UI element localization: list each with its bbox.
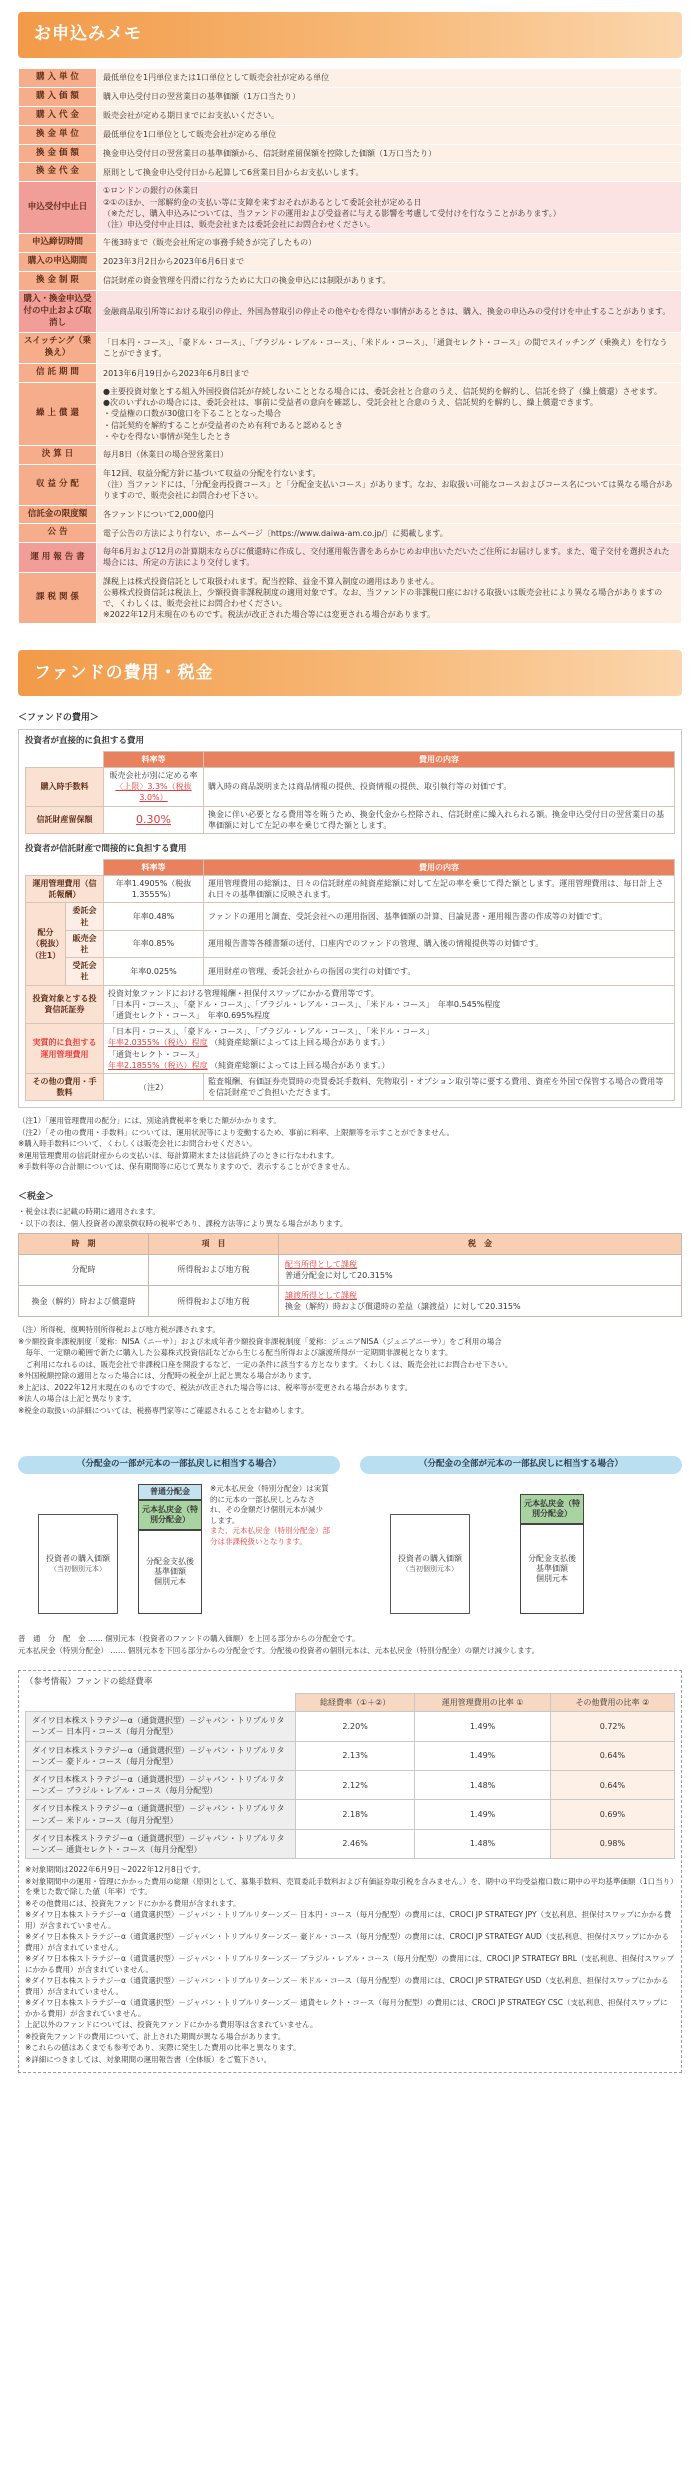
reserve-rate: 0.30% [104,806,204,833]
memo-row [19,572,682,624]
tax-note: ご利用になれるのは、販売会社で非課税口座を開設するなど、一定の条件に該当する方となります。くわしくは、販売会社にお問合わせ下さい。 [18,1359,513,1369]
individual-label: 個別元本 [154,1577,186,1587]
fees-note: ※購入時手数料について、くわしくは販売会社にお問合わせください。 [18,1139,257,1149]
legend-1: 普 通 分 配 金 …… 個別元本（投資者のファンドの購入価額）を上回る部分からの分配金です。 [18,1634,360,1644]
memo-row [19,383,682,446]
memo-value [97,543,682,572]
ref-row [26,1829,675,1858]
memo-key: 換 金 価 額 [19,144,97,163]
actual-content-1: 「日本円・コース」、「豪ドル・コース」、「ブラジル・レアル・コース」、「米ドル・コース」 [108,1027,434,1037]
memo-value [97,505,682,524]
memo-value-line: ●主要投資対象とする組入外国投資信託が存続しないこととなる場合には、委託会社と合意のうえ、信託契約を解約し、信託を終了（繰上償還）させます。 [103,387,662,397]
after-label: 分配金支払後 [528,1553,576,1563]
investor-label: 投資者の購入価額 [46,1554,110,1564]
ref-cell-b: 0.72% [550,1712,674,1741]
memo-row [19,69,682,88]
memo-row [19,464,682,505]
target-content-1: 投資対象ファンドにおける管理報酬・担保付スワップにかかる費用等です。 [108,988,379,998]
memo-value-line: 公募株式投資信託は税法上、少額投資非課税制度の適用対象です。なお、当ファンドの非課税口座における取扱いは販売会社により異なる場合がありますので、くわしくは、販売会社にお問合わせください。 [103,587,663,609]
memo-key: 購 入 価 額 [19,87,97,106]
investor-price-box [390,1514,470,1614]
tax-type: 譲渡所得として課税 [285,1290,357,1300]
legend-2: 元本払戻金（特別分配金） …… 個別元本を下回る部分からの分配金です。分配後の投資者の個別元本は、元本払戻金（特別分配金）の額だけ減少します。 [18,1645,540,1655]
after-div-box [138,1530,202,1614]
memo-key: 申込締切時間 [19,234,97,253]
memo-key: 運 用 報 告 書 [19,543,97,572]
memo-value [97,252,682,271]
memo-key: 購 入 単 位 [19,69,97,88]
tax-intro-2: ・以下の表は、個人投資者の源泉徴収時の税率であり、課税方法等により異なる場合があります。 [18,1218,348,1228]
tax-note: ※外国税額控除の適用となった場合には、分配時の税金が上記と異なる場合があります。 [18,1371,317,1381]
tax-label: ＜税金＞ [18,1191,55,1202]
memo-value-line: 課税上は株式投資信託として取扱われます。配当控除、益金不算入制度の適用はありません。 [103,576,439,586]
ref-note: ※これらの値はあくまでも参考であり、実際に発生した費用の比率と異なります。 [25,2043,301,2053]
memo-key: スイッチング（乗換え） [19,333,97,364]
after-label: 分配金支払後 [146,1556,194,1566]
actual-content-3: （純資産総額によっては上回る場合があります。） [210,1038,390,1048]
after-div-box [520,1524,584,1614]
base-price-label: 基準価額 [536,1564,568,1573]
investor-price-box [38,1514,118,1614]
ref-note: ※投資先ファンドの費用について、計上された期間が異なる場合があります。 [25,2031,286,2041]
memo-value-line: ・やむを得ない事情が発生したとき [103,431,231,441]
memo-value-line: 毎年6月および12月の計算期末ならびに償還時に作成し、交付運用報告書をあらかじめお申出いただいたご住所にお届けします。また、電子交付を選択された場合には、所定の方法により交付します。 [103,547,670,568]
direct-fees-table [25,751,675,834]
memo-value-line: 原則として換金申込受付日から起算して6営業日目からお支払いします。 [103,167,364,177]
ref-note: 上記以外のファンドについては、投資先ファンドにかかる費用等は含まれていません。 [25,2020,318,2030]
ref-cell-t: 2.12% [296,1771,415,1800]
ref-cell-a: 1.49% [415,1712,551,1741]
memo-value-line: ②①のほか、一部解約金の支払い等に支障を来すおそれがあるとして委託会社が定める日 [103,197,422,207]
diagram-note [210,1484,330,1547]
memo-row [19,524,682,543]
diagram-full-title: （分配金の全部が元本の一部払戻しに相当する場合） [360,1456,682,1474]
memo-value [97,234,682,253]
ref-cell-name: ダイワ日本株ストラテジーα（通貨選択型）－ジャパン・トリプルリターンズ－ 米ドル・コース（毎月分配型） [26,1800,296,1829]
ref-box [18,1670,682,2073]
mgmt-label: 運用管理費用（信託報酬） [26,876,104,903]
memo-value [97,383,682,446]
tax-note: 毎年、一定額の範囲で新たに購入した公募株式投資信託などから生じる配当所得および譲渡所得が一定期間非課税となります。 [18,1348,453,1358]
actual-content-2: 年率2.0355%（税込）程度 [108,1038,208,1048]
memo-value [97,125,682,144]
tax-note: ※少額投資非課税制度「愛称：NISA（ニーサ）」および未成年者少額投資非課税制度「愛称：ジュニアNISA（ジュニアニーサ）」をご利用の場合 [18,1336,502,1346]
memo-key: 換 金 代 金 [19,163,97,182]
investor-sub: （当初個別元本） [402,1564,458,1573]
ref-cell-b: 0.98% [550,1829,674,1858]
direct-fees-box [18,729,682,1108]
actual-content-5: 年率2.1855%（税込）程度 [108,1060,208,1070]
memo-value-line: 電子公告の方法により行ない、ホームページ〔https://www.daiwa-am.co.jp/〕に掲載します。 [103,528,448,538]
memo-row [19,333,682,364]
base-price-label: 基準価額 [154,1567,186,1576]
investor-label: 投資者の購入価額 [398,1554,462,1564]
ref-notes [25,1865,675,2065]
ref-note: ※ダイワ日本株ストラテジーα（通貨選択型）－ジャパン・トリプルリターンズ－ 日本円・コース（毎月分配型）の費用には、CROCI JP STRATEGY JPY（支払利息、担保付スワップにかかる費用）が含まれていません。 [25,1910,672,1930]
alloc-content: 運用報告書等各種書類の送付、口座内でのファンドの管理、購入後の情報提供等の対価です。 [204,930,675,957]
memo-value-line: ・信託契約を解約することが受益者のため有利であると認めるとき [103,420,343,430]
memo-row [19,252,682,271]
memo-value-line: （※ただし、購入申込みについては、当ファンドの運用および受益者に与える影響を考慮して受付けを行なうことがあります。） [103,208,561,218]
distribution-diagrams [18,1456,682,1624]
alloc-content: ファンドの運用と調査、受託会社への運用指図、基準価額の計算、目論見書・運用報告書の作成等の対価です。 [204,903,675,930]
memo-row [19,290,682,333]
refund-box [138,1500,202,1530]
col-rate-2: 料率等 [104,859,204,875]
ref-header [26,1694,296,1712]
memo-row [19,364,682,383]
memo-row [19,234,682,253]
memo-value-line: 午後3時まで（販売会社所定の事務手続きが完了したもの） [103,238,317,248]
note-2: また、元本払戻金（特別分配金）部分は非課税扱いとなります。 [210,1526,330,1546]
memo-value [97,87,682,106]
tax-rate: 普通分配金に対して20.315% [285,1270,393,1280]
tax-note: ※法人の場合は上記と異なります。 [18,1394,137,1404]
other-rate: （注2） [104,1073,204,1100]
purchase-rate: 販売会社が別に定める率 [109,771,198,781]
memo-value-line: （注）当ファンドには、「分配金再投資コース」と「分配金支払いコース」があります。なお、お取扱い可能なコースおよびコース名については異なる場合がありますので、販売会社にお問合わせ下さい。 [103,480,673,501]
ref-note: ※ダイワ日本株ストラテジーα（通貨選択型）－ジャパン・トリプルリターンズ－ 豪ドル・コース（毎月分配型）の費用には、CROCI JP STRATEGY AUD（支払利息、担保付スワップにかかる費用）が含まれていません。 [25,1932,669,1952]
memo-key: 換 金 制 限 [19,271,97,290]
memo-value [97,69,682,88]
memo-value-line: ・受益権の口数が30億口を下ることとなった場合 [103,409,282,419]
ref-cell-name: ダイワ日本株ストラテジーα（通貨選択型）－ジャパン・トリプルリターンズ－ 豪ドル・コース（毎月分配型） [26,1741,296,1770]
memo-value [97,144,682,163]
ref-cell-a: 1.49% [415,1741,551,1770]
memo-value [97,271,682,290]
other-label: その他の費用・手数料 [26,1073,104,1100]
indirect-fees-table [25,859,675,1101]
alloc-label: 配分（税抜）（注1） [26,903,66,985]
alloc-rate: 年率0.85% [104,930,204,957]
memo-row [19,106,682,125]
memo-row [19,505,682,524]
memo-key: 購入の申込期間 [19,252,97,271]
memo-value-line: 毎月8日（休業日の場合翌営業日） [103,450,229,460]
diagram-partial-title: （分配金の一部が元本の一部払戻しに相当する場合） [18,1456,340,1474]
ref-cell-b: 0.64% [550,1741,674,1770]
memo-value-line: （注）申込受付中止日は、販売会社または委託会社にお問合わせください。 [103,219,375,229]
fees-note: ※運用管理費用の信託財産からの支払いは、毎計算期末または信託終了のときに行なわれます。 [18,1150,339,1160]
reserve-label: 信託財産留保額 [26,806,104,833]
tax-header: 税 金 [279,1234,682,1254]
memo-value-line: 最低単位を1円単位または1口単位として販売会社が定める単位 [103,73,330,83]
other-content: 監査報酬、有価証券売買時の売買委託手数料、先物取引・オプション取引等に要する費用、資産を外国で保管する場合の費用等を信託財産でご負担いただきます。 [204,1073,675,1100]
memo-value-line: 「日本円・コース」、「豪ドル・コース」、「ブラジル・レアル・コース」、「米ドル・コース」、「通貨セレクト・コース」の間でスイッチング（乗換え）を行なうことができます。 [103,338,668,359]
alloc-rate: 年率0.48% [104,903,204,930]
fees-section-label: ＜ファンドの費用＞ [18,713,99,724]
actual-content-4: 「通貨セレクト・コース」 [108,1049,204,1059]
tax-note: （注）所得税、復興特別所得税および地方税が課されます。 [18,1325,220,1335]
memo-row [19,125,682,144]
ref-note: ※ダイワ日本株ストラテジーα（通貨選択型）－ジャパン・トリプルリターンズ－ 米ドル・コース（毎月分配型）の費用には、CROCI JP STRATEGY USD（支払利息、担保付スワップにかかる費用）が含まれていません。 [25,1976,669,1996]
memo-row [19,543,682,572]
ref-cell-name: ダイワ日本株ストラテジーα（通貨選択型）－ジャパン・トリプルリターンズ－ 日本円・コース（毎月分配型） [26,1712,296,1741]
tax-table [18,1233,682,1317]
ref-cell-a: 1.48% [415,1771,551,1800]
tax-header: 時 期 [19,1234,149,1254]
actual-content-6: （純資産総額によっては上回る場合があります。） [210,1060,390,1070]
alloc-who: 委託会社 [66,903,104,930]
memo-value-line: 2013年6月19日から2023年6月8日まで [103,368,250,378]
fees-banner [18,650,682,696]
memo-table [18,68,682,624]
individual-label: 個別元本 [536,1574,568,1584]
ref-header: 総経費率（①＋②） [296,1694,415,1712]
alloc-content: 運用財産の管理、委託会社からの指図の実行の対価です。 [204,958,675,985]
ref-note: ※ダイワ日本株ストラテジーα（通貨選択型）－ジャパン・トリプルリターンズ－ ブラジル・レアル・コース（毎月分配型）の費用には、CROCI JP STRATEGY BRL（支払利息、担保付スワップにかかる費用）が含まれていません。 [25,1954,675,1974]
reserve-content: 換金に伴い必要となる費用等を賄うため、換金代金から控除され、信託財産に繰入れられる額。換金申込受付日の翌営業日の基準価額に対して左記の率を乗じて得た額とします。 [204,806,675,833]
memo-key: 購入・換金申込受付の中止および取消し [19,290,97,333]
mgmt-content: 運用管理費用の総額は、日々の信託財産の純資産総額に対して左記の率を乗じて得た額とします。運用管理費用は、毎日計上され日々の基準価額に反映されます。 [204,876,675,903]
ref-row [26,1741,675,1770]
memo-value [97,163,682,182]
memo-value [97,182,682,234]
ref-cell-t: 2.20% [296,1712,415,1741]
memo-value-line: ①ロンドンの銀行の休業日 [103,186,199,196]
fees-title: ファンドの費用・税金 [34,662,214,683]
alloc-who: 受託会社 [66,958,104,985]
memo-value [97,446,682,465]
ref-cell-b: 0.64% [550,1771,674,1800]
memo-value-line: 最低単位を1口単位として販売会社が定める単位 [103,130,277,140]
ref-title: （参考情報）ファンドの総経費率 [25,1677,153,1688]
memo-title: お申込みメモ [34,24,142,45]
memo-key: 繰 上 償 還 [19,383,97,446]
alloc-rate: 年率0.025% [104,958,204,985]
normal-div-label: 普通分配金 [150,1487,190,1496]
tax-notes [18,1325,682,1416]
memo-value-line: 金融商品取引所等における取引の停止、外国為替取引の停止その他やむを得ない事情があるときは、購入、換金の申込みの受付けを中止することがあります。 [103,307,671,316]
memo-banner [18,12,682,58]
memo-value-line: 換金申込受付日の翌営業日の基準価額から、信託財産留保額を控除した価額（1万口当たり） [103,148,437,158]
direct-fees-title: 投資者が直接的に負担する費用 [25,736,145,746]
ref-cell-name: ダイワ日本株ストラテジーα（通貨選択型）－ジャパン・トリプルリターンズ－ ブラジル・レアル・コース（毎月分配型） [26,1771,296,1800]
memo-key: 決 算 日 [19,446,97,465]
diagram-partial [18,1456,340,1624]
memo-value-line: 年12回、収益分配方針に基づいて収益の分配を行ないます。 [103,468,321,478]
memo-value [97,290,682,333]
tax-item: 所得税および地方税 [149,1285,279,1316]
fees-notes [18,1116,682,1173]
ref-cell-name: ダイワ日本株ストラテジーα（通貨選択型）－ジャパン・トリプルリターンズ－ 通貨セレクト・コース（毎月分配型） [26,1829,296,1858]
memo-row [19,87,682,106]
ref-table [25,1693,675,1859]
memo-value-line: 2023年3月2日から2023年6月6日まで [103,257,245,267]
tax-when: 分配時 [19,1254,149,1285]
purchase-fee-label: 購入時手数料 [26,768,104,807]
target-label: 投資対象とする投資信託証券 [26,985,104,1024]
memo-row [19,144,682,163]
tax-rate: 換金（解約）時および償還時の差益（譲渡益）に対して20.315% [285,1302,521,1312]
fees-note: （注2）「その他の費用・手数料」については、運用状況等により変動するため、事前に料率、上限額等を示すことができません。 [18,1127,455,1137]
ref-note: ※ダイワ日本株ストラテジーα（通貨選択型）－ジャパン・トリプルリターンズ－ 通貨セレクト・コース（毎月分配型）の費用には、CROCI JP STRATEGY CSC（支払利息、担保付スワップにかかる費用）が含まれていません。 [25,1998,668,2018]
ref-row [26,1771,675,1800]
ref-cell-t: 2.46% [296,1829,415,1858]
target-content-3: 「通貨セレクト・コース」 年率0.695%程度 [108,1010,270,1020]
tax-note: ※上記は、2022年12月末現在のものですので、税法が改正された場合等には、税率等が変更される場合があります。 [18,1382,413,1392]
ref-row [26,1712,675,1741]
memo-value [97,106,682,125]
memo-row [19,182,682,234]
col-content: 費用の内容 [204,751,675,767]
tax-item: 所得税および地方税 [149,1254,279,1285]
memo-value-line: 購入申込受付日の翌営業日の基準価額（1万口当たり） [103,92,301,102]
ref-note: ※対象期間中の運用・管理にかかった費用の総額（原則として、募集手数料、売買委託手数料および有価証券取引税を含みません。）を、期中の平均受益権口数に期中の平均基準価額（1口当り）を乗じた数で除した値（年率）です。 [25,1876,674,1897]
memo-value [97,364,682,383]
memo-value [97,572,682,624]
ref-row [26,1800,675,1829]
target-content-2: 「日本円・コース」、「豪ドル・コース」、「ブラジル・レアル・コース」、「米ドル・コース」 年率0.545%程度 [108,999,501,1009]
ref-header: その他費用の比率 ② [550,1694,674,1712]
tax-type: 配当所得として課税 [285,1259,357,1269]
memo-key: 収 益 分 配 [19,464,97,505]
tax-intro-1: ・税金は表に記載の時期に適用されます。 [18,1207,160,1217]
indirect-fees-title: 投資者が信託財産で間接的に負担する費用 [25,844,187,855]
memo-key: 課 税 関 係 [19,572,97,624]
memo-value-line: ●次のいずれかの場合には、委託会社は、事前に受益者の意向を確認し、受託会社と合意のうえ、信託契約を解約し、繰上償還できます。 [103,398,598,408]
memo-row [19,446,682,465]
ref-note: ※詳細につきましては、対象期間の運用報告書（全体版）をご覧下さい。 [25,2054,272,2064]
note-1: ※元本払戻金（特別分配金）は実質的に元本の一部払戻しとみなされ、その金額だけ個別元本が減少します。 [210,1484,329,1525]
actual-label: 実質的に負担する運用管理費用 [26,1024,104,1074]
alloc-who: 販売会社 [66,930,104,957]
memo-value-line: 販売会社が定める期日までにお支払いください。 [103,111,279,121]
diagram-full [360,1456,682,1624]
ref-cell-t: 2.13% [296,1741,415,1770]
memo-value [97,524,682,543]
memo-key: 信託金の限度額 [19,505,97,524]
refund-label: 元本払戻金（特別分配金） [524,1498,580,1519]
col-content-2: 費用の内容 [204,859,675,875]
ref-cell-a: 1.48% [415,1829,551,1858]
investor-sub: （当初個別元本） [50,1564,106,1573]
tax-note: ※税金の取扱いの詳細については、税務専門家等にご確認されることをお勧めします。 [18,1405,309,1415]
ref-cell-a: 1.49% [415,1800,551,1829]
col-rate: 料率等 [104,751,204,767]
refund-label: 元本払戻金（特別分配金） [142,1504,198,1525]
memo-value-line: ※2022年12月末現在のものです。税法が改正された場合等には変更される場合があります。 [103,610,435,620]
ref-cell-b: 0.69% [550,1800,674,1829]
tax-when: 換金（解約）時および償還時 [19,1285,149,1316]
normal-div-box [138,1484,202,1500]
memo-row [19,163,682,182]
ref-header: 運用管理費用の比率 ① [415,1694,551,1712]
purchase-content: 購入時の商品説明または商品情報の提供、投資情報の提供、取引執行等の対価です。 [204,768,675,807]
memo-value [97,333,682,364]
memo-row [19,271,682,290]
ref-note: ※対象期間は2022年6月9日～2022年12月8日です。 [25,1865,206,1875]
memo-value [97,464,682,505]
mgmt-rate: 年率1.4905%（税抜1.3555%） [104,876,204,903]
refund-box [520,1494,584,1524]
memo-key: 換 金 単 位 [19,125,97,144]
memo-value-line: 信託財産の資金管理を円滑に行なうために大口の換金申込には制限があります。 [103,276,391,286]
memo-value-line: 各ファンドについて2,000億円 [103,509,214,519]
purchase-rate-cap: 〈上限〉3.3%（税抜3.0%） [115,782,192,803]
memo-key: 申込受付中止日 [19,182,97,234]
memo-key: 信 託 期 間 [19,364,97,383]
ref-note: ※その他費用には、投資先ファンドにかかる費用が含まれます。 [25,1898,241,1908]
fees-note: ※手数料等の合計額については、保有期間等に応じて異なりますので、表示することができません。 [18,1162,355,1172]
fees-note: （注1）「運用管理費用の配分」には、別途消費税率を乗じた額がかかります。 [18,1116,281,1126]
memo-key: 購 入 代 金 [19,106,97,125]
memo-key: 公 告 [19,524,97,543]
ref-cell-t: 2.18% [296,1800,415,1829]
tax-header: 項 目 [149,1234,279,1254]
